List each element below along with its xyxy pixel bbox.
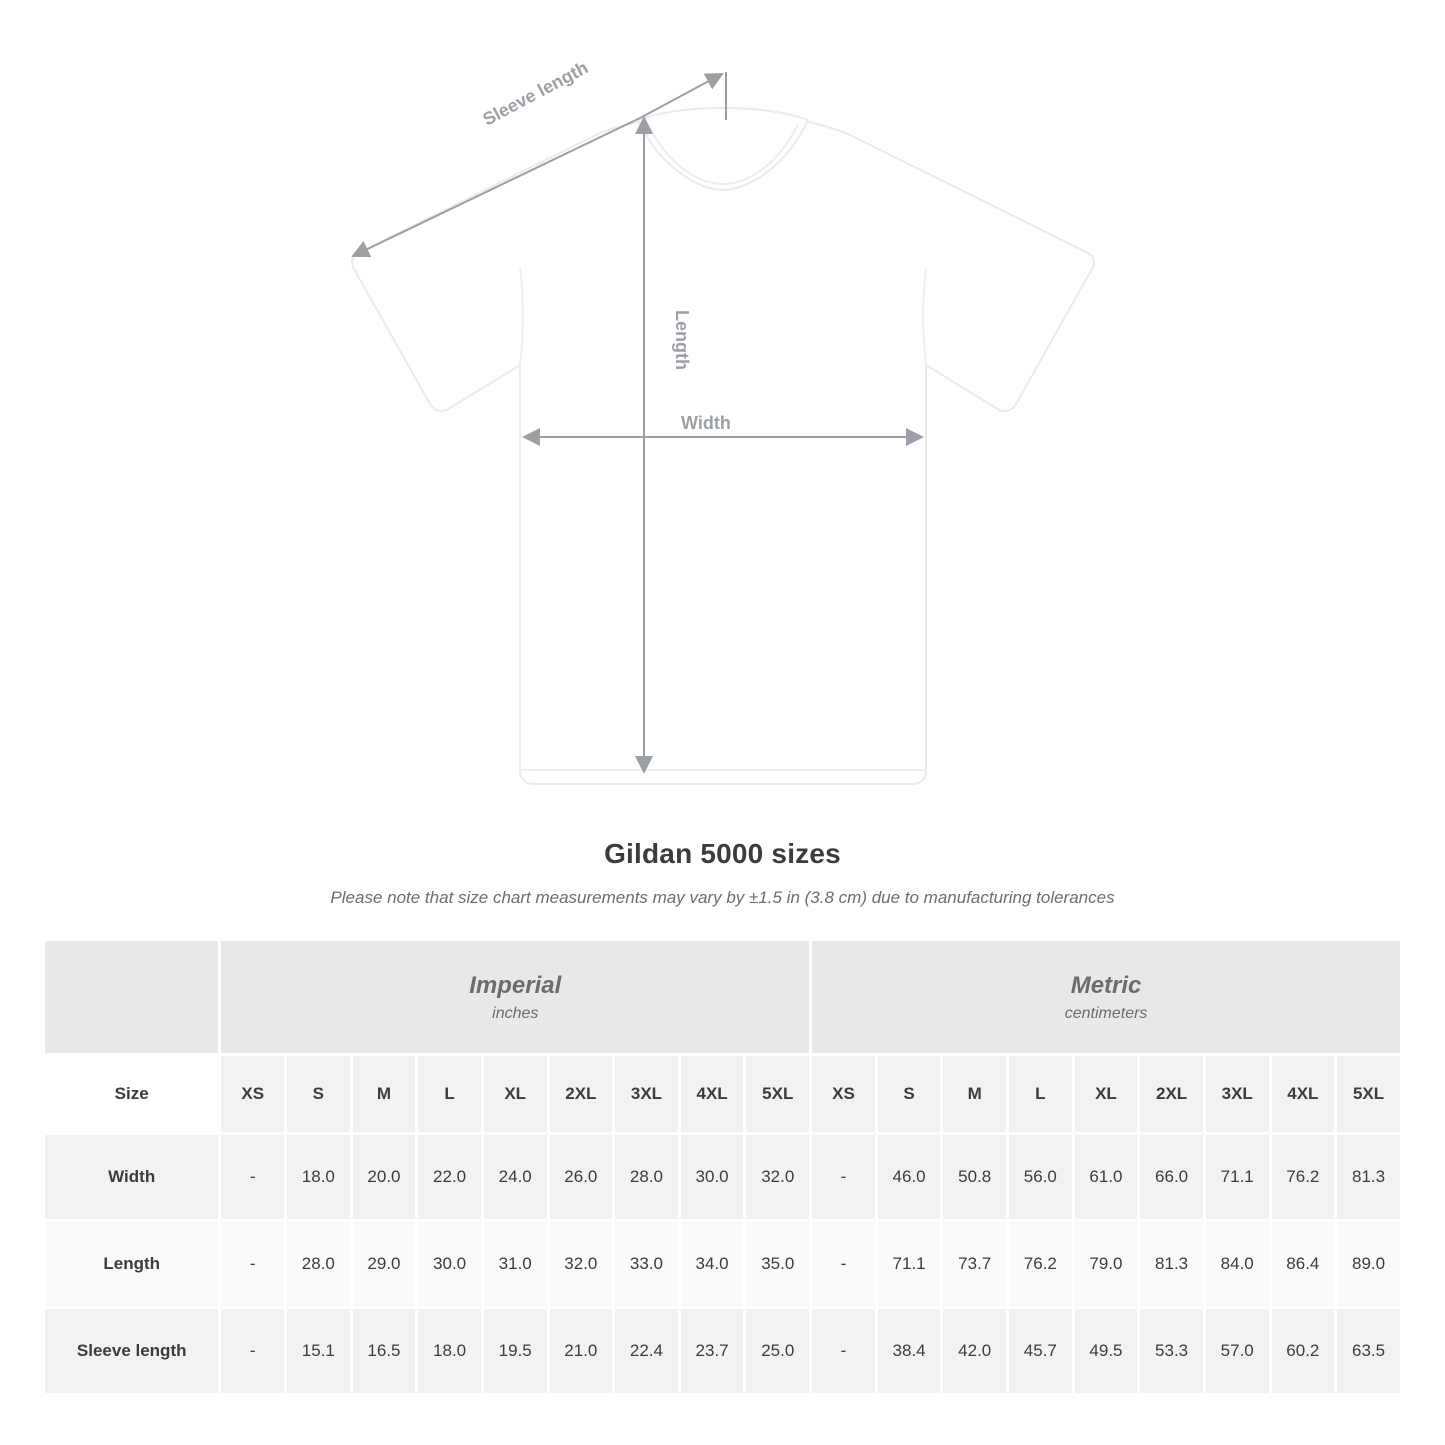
cell-length-imperial-2xl: 32.0 (548, 1221, 614, 1308)
size-header-metric-s: S (876, 1055, 942, 1134)
table-row (44, 1134, 1402, 1221)
row-label-width: Width (44, 1134, 220, 1221)
cell-sleeve-length-imperial-5xl: 25.0 (745, 1308, 811, 1395)
size-header-metric-xl: XL (1073, 1055, 1139, 1134)
unit-group-sub: inches (492, 1005, 539, 1022)
cell-sleeve-length-metric-s: 38.4 (876, 1308, 942, 1395)
size-header-metric-3xl: 3XL (1204, 1055, 1270, 1134)
size-header-imperial-2xl: 2XL (548, 1055, 614, 1134)
cell-length-imperial-s: 28.0 (286, 1221, 352, 1308)
cell-width-imperial-5xl: 32.0 (745, 1134, 811, 1221)
unit-group-metric (811, 940, 1402, 1055)
cell-length-metric-4xl: 86.4 (1270, 1221, 1336, 1308)
cell-sleeve-length-imperial-m: 16.5 (351, 1308, 417, 1395)
unit-group-name: Metric (1070, 972, 1142, 999)
cell-width-metric-3xl: 71.1 (1204, 1134, 1270, 1221)
unit-group-name: Imperial (469, 972, 562, 999)
cell-length-imperial-3xl: 33.0 (614, 1221, 680, 1308)
cell-length-metric-xl: 79.0 (1073, 1221, 1139, 1308)
cell-length-imperial-5xl: 35.0 (745, 1221, 811, 1308)
size-header-row (44, 1055, 1402, 1134)
cell-sleeve-length-imperial-3xl: 22.4 (614, 1308, 680, 1395)
chart-note: Please note that size chart measurements may vary by ±1.5 in (3.8 cm) due to manufacturing tolerances (330, 888, 1115, 907)
cell-length-imperial-l: 30.0 (417, 1221, 483, 1308)
size-header-imperial-5xl: 5XL (745, 1055, 811, 1134)
cell-width-metric-m: 50.8 (942, 1134, 1008, 1221)
cell-width-metric-l: 56.0 (1008, 1134, 1074, 1221)
cell-sleeve-length-imperial-l: 18.0 (417, 1308, 483, 1395)
unit-group-imperial (220, 940, 811, 1055)
unit-group-sub: centimeters (1064, 1005, 1148, 1022)
cell-length-metric-l: 76.2 (1008, 1221, 1074, 1308)
size-header-label: Size (44, 1055, 220, 1134)
table-row (44, 1221, 1402, 1308)
cell-sleeve-length-metric-3xl: 57.0 (1204, 1308, 1270, 1395)
size-header-imperial-s: S (286, 1055, 352, 1134)
cell-length-metric-3xl: 84.0 (1204, 1221, 1270, 1308)
size-header-metric-4xl: 4XL (1270, 1055, 1336, 1134)
cell-width-imperial-xl: 24.0 (482, 1134, 548, 1221)
tshirt-shape (352, 108, 1094, 784)
length-label: Length (672, 310, 692, 370)
cell-width-imperial-xs: - (220, 1134, 286, 1221)
cell-width-imperial-4xl: 30.0 (679, 1134, 745, 1221)
cell-sleeve-length-metric-2xl: 53.3 (1139, 1308, 1205, 1395)
cell-sleeve-length-metric-l: 45.7 (1008, 1308, 1074, 1395)
cell-width-metric-5xl: 81.3 (1336, 1134, 1402, 1221)
chart-title: Gildan 5000 sizes (604, 838, 841, 869)
cell-width-imperial-3xl: 28.0 (614, 1134, 680, 1221)
size-header-imperial-xl: XL (482, 1055, 548, 1134)
title-block (0, 838, 1445, 908)
cell-sleeve-length-metric-5xl: 63.5 (1336, 1308, 1402, 1395)
cell-width-metric-4xl: 76.2 (1270, 1134, 1336, 1221)
cell-sleeve-length-imperial-4xl: 23.7 (679, 1308, 745, 1395)
size-header-metric-2xl: 2XL (1139, 1055, 1205, 1134)
size-header-metric-xs: XS (811, 1055, 877, 1134)
size-header-metric-5xl: 5XL (1336, 1055, 1402, 1134)
cell-width-imperial-2xl: 26.0 (548, 1134, 614, 1221)
cell-width-metric-xl: 61.0 (1073, 1134, 1139, 1221)
width-label: Width (681, 413, 731, 433)
cell-length-metric-s: 71.1 (876, 1221, 942, 1308)
size-header-imperial-l: L (417, 1055, 483, 1134)
cell-length-metric-5xl: 89.0 (1336, 1221, 1402, 1308)
cell-length-metric-m: 73.7 (942, 1221, 1008, 1308)
cell-sleeve-length-metric-xs: - (811, 1308, 877, 1395)
size-header-imperial-m: M (351, 1055, 417, 1134)
cell-length-metric-xs: - (811, 1221, 877, 1308)
row-label-length: Length (44, 1221, 220, 1308)
size-header-metric-m: M (942, 1055, 1008, 1134)
cell-sleeve-length-metric-m: 42.0 (942, 1308, 1008, 1395)
cell-sleeve-length-metric-xl: 49.5 (1073, 1308, 1139, 1395)
cell-sleeve-length-imperial-xl: 19.5 (482, 1308, 548, 1395)
cell-width-imperial-s: 18.0 (286, 1134, 352, 1221)
cell-length-imperial-xl: 31.0 (482, 1221, 548, 1308)
unit-header-row (44, 940, 1402, 1055)
cell-width-metric-2xl: 66.0 (1139, 1134, 1205, 1221)
cell-sleeve-length-imperial-xs: - (220, 1308, 286, 1395)
table-row (44, 1308, 1402, 1395)
size-table (42, 938, 1403, 1396)
size-header-imperial-4xl: 4XL (679, 1055, 745, 1134)
unit-header-spacer (44, 940, 220, 1055)
cell-sleeve-length-metric-4xl: 60.2 (1270, 1308, 1336, 1395)
cell-width-imperial-l: 22.0 (417, 1134, 483, 1221)
cell-length-imperial-4xl: 34.0 (679, 1221, 745, 1308)
size-table-wrapper (42, 938, 1403, 1396)
row-label-sleeve-length: Sleeve length (44, 1308, 220, 1395)
cell-length-imperial-m: 29.0 (351, 1221, 417, 1308)
cell-length-metric-2xl: 81.3 (1139, 1221, 1205, 1308)
cell-width-metric-s: 46.0 (876, 1134, 942, 1221)
cell-width-imperial-m: 20.0 (351, 1134, 417, 1221)
size-header-imperial-3xl: 3XL (614, 1055, 680, 1134)
cell-sleeve-length-imperial-s: 15.1 (286, 1308, 352, 1395)
cell-sleeve-length-imperial-2xl: 21.0 (548, 1308, 614, 1395)
cell-length-imperial-xs: - (220, 1221, 286, 1308)
sleeve-length-label: Sleeve length (479, 57, 592, 130)
size-header-metric-l: L (1008, 1055, 1074, 1134)
size-header-imperial-xs: XS (220, 1055, 286, 1134)
cell-width-metric-xs: - (811, 1134, 877, 1221)
